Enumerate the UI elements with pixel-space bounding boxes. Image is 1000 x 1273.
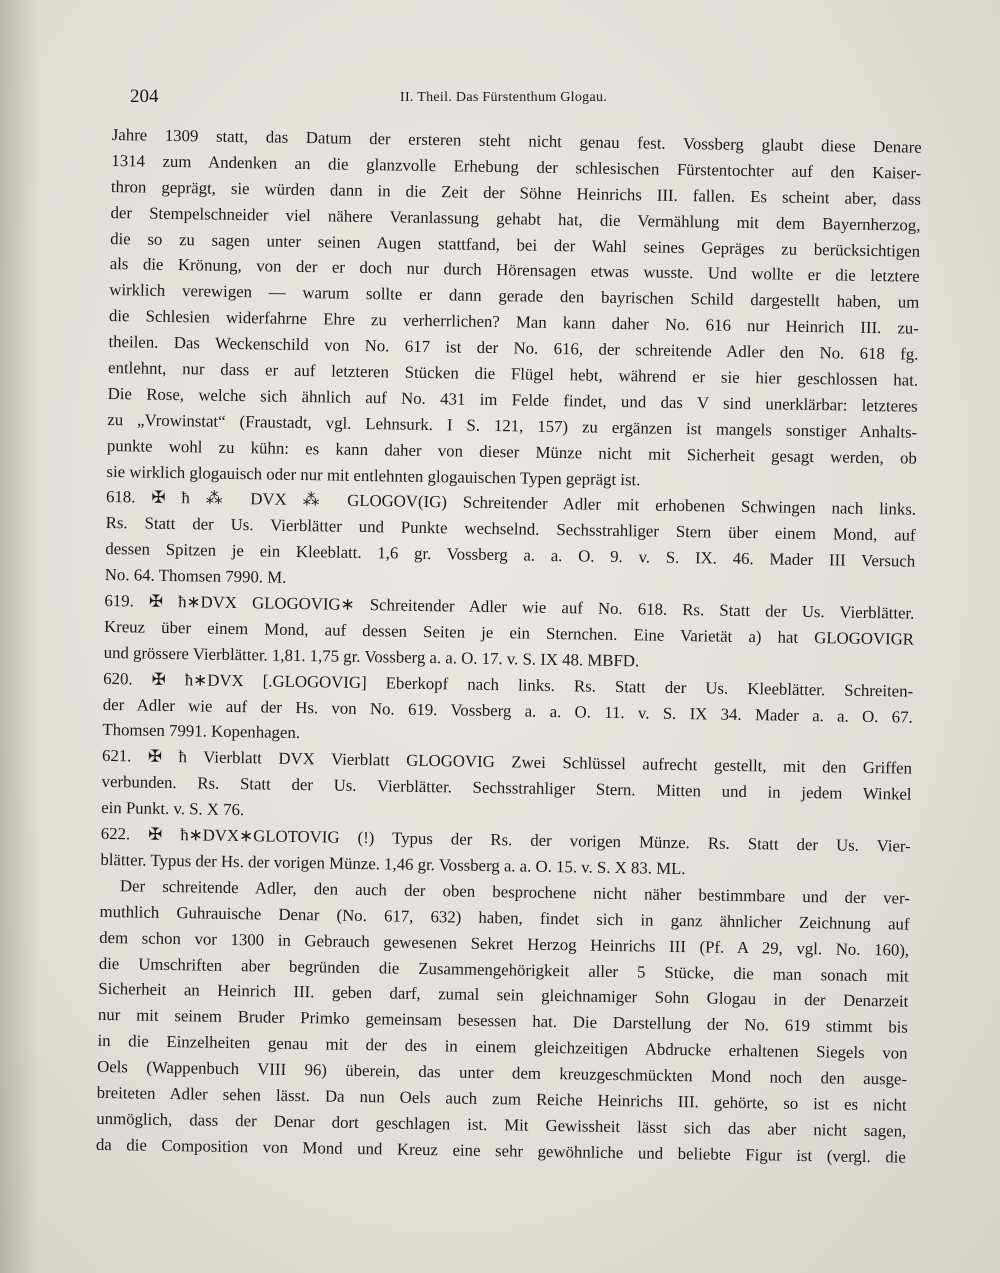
text-line: Die Rose, welche sich ähnlich auf No. 431 im Felde findet, und das V sind unerklärbar: letzteres bbox=[107, 383, 918, 416]
text-line: theilen. Das Weckenschild von No. 617 ist der No. 616, der schreitende Adler den No. 618 fg. bbox=[108, 332, 919, 364]
text-line: in die Einzelheiten genau mit der des in einem gleichzeitigen Abdrucke erhaltenen Siegels von bbox=[97, 1031, 908, 1063]
text-line: thron geprägt, sie würden dann in die Zeit der Söhne Heinrichs III. fallen. Es scheint aber, dass bbox=[110, 176, 922, 209]
text-line: breiteten Adler sehen lässt. Da nun Oels auch zum Reiche Heinrichs III. gehörte, so ist es nicht bbox=[96, 1082, 907, 1115]
text-line: Rs. Statt der Us. Vierblätter und Punkte wechselnd. Sechsstrahliger Stern über einem Mond, auf bbox=[105, 513, 916, 546]
text-line: punkte wohl zu kühn: es kann daher von dieser Münze nicht mit Sicherheit gesagt werden, ob bbox=[106, 435, 917, 468]
text-line: Jahre 1309 statt, das Datum der ersteren steht nicht genau fest. Vossberg glaubt diese Denare bbox=[111, 124, 922, 157]
text-line: die so zu sagen unter seinen Augen stattfand, bei der Wahl seines Gepräges zu berücksichtigen bbox=[110, 228, 921, 261]
text-line: entlehnt, nur dass er auf letzteren Stücken die Flügel hebt, während er sie hier geschlossen hat. bbox=[107, 357, 919, 390]
text-line: 1314 zum Andenken an die glanzvolle Erhebung der schlesischen Fürstentochter auf den Kaiser- bbox=[111, 150, 922, 183]
text-line: da die Composition von Mond und Kreuz eine sehr gewöhnliche und beliebte Figur ist (vergl. die bbox=[95, 1134, 906, 1167]
text-line: muthlich Guhrauische Denar (No. 617, 632) haben, findet sich in ganz ähnlicher Zeichnung auf bbox=[99, 901, 910, 934]
text-line: und grössere Vierblätter. 1,81. 1,75 gr. Vossberg a. a. O. 17. v. S. IX 48. MBFD. bbox=[103, 642, 640, 671]
text-line: der Adler wie auf der Hs. von No. 619. Vossberg a. a. O. 11. v. S. IX 34. Mader a. a. O. 67. bbox=[102, 694, 913, 727]
entry-620-line: 620. ✠ ħ∗DVX [.GLOGOVIG] Eberkopf nach links. Rs. Statt der Us. Kleeblätter. Schreiten- bbox=[103, 668, 914, 701]
entry-621-line: 621. ✠ ħ Vierblatt DVX Vierblatt GLOGOVIG Zwei Schlüssel aufrecht gestellt, mit den Griffen bbox=[101, 746, 913, 779]
page-header bbox=[130, 86, 930, 116]
text-line: als die Krönung, von der er doch nur durch Hörensagen etwas wusste. Und wollte er die letztere bbox=[109, 254, 920, 287]
text-line: zu „Vrowinstat“ (Fraustadt, vgl. Lehnsurk. I S. 121, 157) zu ergänzen ist mangels sonstiger Anhalts- bbox=[107, 409, 918, 442]
text-line: nur mit seinem Bruder Primko gemeinsam besessen hat. Die Darstellung der No. 619 stimmt bis bbox=[97, 1005, 909, 1037]
entry-619-line: 619. ✠ ħ∗DVX GLOGOVIG∗ Schreitender Adler wie auf No. 618. Rs. Statt der Us. Vierblätter. bbox=[104, 590, 915, 623]
page-gutter-shadow bbox=[0, 0, 40, 1273]
text-line: dessen Spitzen je ein Kleeblatt. 1,6 gr. Vossberg a. a. O. 9. v. S. IX. 46. Mader III Versuch bbox=[105, 539, 916, 571]
text-line: No. 64. Thomsen 7990. M. bbox=[104, 565, 287, 587]
text-line: wirklich verewigen — warum sollte er dann gerade den bayrischen Schild dargestellt haben, um bbox=[109, 280, 920, 313]
text-line: der Stempelschneider viel nähere Veranlassung gehabt hat, die Vermählung mit dem Bayernherzog, bbox=[110, 202, 921, 235]
running-head: II. Theil. Das Fürstenthum Glogau. bbox=[400, 90, 608, 105]
entry-622-line: 622. ✠ ħ∗DVX∗GLOTOVIG (!) Typus der Rs. der vorigen Münze. Rs. Statt der Us. Vier- bbox=[100, 823, 911, 856]
text-line: Sicherheit an Heinrich III. geben darf, zumal sein gleichnamiger Sohn Glogau in der Denarzeit bbox=[98, 979, 909, 1012]
text-line: Kreuz über einem Mond, auf dessen Seiten je ein Sternchen. Eine Varietät a) hat GLOGOVIGR bbox=[103, 616, 915, 649]
text-line: die Umschriften aber begründen die Zusammengehörigkeit aller 5 Stücke, die man sonach mit bbox=[98, 953, 909, 986]
text-line: dem schon vor 1300 in Gebrauch gewesenen Sekret Herzog Heinrichs III (Pf. A 29, vgl. No. 160), bbox=[99, 927, 910, 960]
paragraph-start-line: Der schreitende Adler, den auch der oben besprochene nicht näher bestimmbare und der ver- bbox=[119, 876, 911, 908]
text-line: die Schlesien widerfahrne Ehre zu verherrlichen? Man kann daher No. 616 nur Heinrich III. zu- bbox=[108, 306, 920, 338]
body-text bbox=[96, 122, 922, 1170]
text-line: blätter. Typus der Hs. der vorigen Münze. 1,46 gr. Vossberg a. a. O. 15. v. S. X 83. ML. bbox=[100, 849, 686, 879]
text-line: Oels (Wappenbuch VIII 96) überein, das unter dem kreuzgeschmückten Mond noch den ausge- bbox=[97, 1056, 908, 1089]
text-line: Thomsen 7991. Kopenhagen. bbox=[102, 720, 301, 743]
entry-618-line: 618. ✠ ħ ⁂ DVX ⁂ GLOGOV(IG) Schreitender Adler mit erhobenen Schwingen nach links. bbox=[105, 487, 917, 520]
text-line: sie wirklich glogauisch oder nur mit entlehnten glogauischen Typen geprägt ist. bbox=[106, 461, 641, 489]
text-line: unmöglich, dass der Denar dort geschlagen ist. Mit Gewissheit lässt sich das aber nicht sagen, bbox=[96, 1108, 907, 1141]
text-line: ein Punkt. v. S. X 76. bbox=[101, 798, 245, 820]
text-line: verbunden. Rs. Statt der Us. Vierblätter. Sechsstrahliger Stern. Mitten und in jedem Winkel bbox=[101, 772, 912, 804]
page-number: 204 bbox=[130, 86, 159, 107]
